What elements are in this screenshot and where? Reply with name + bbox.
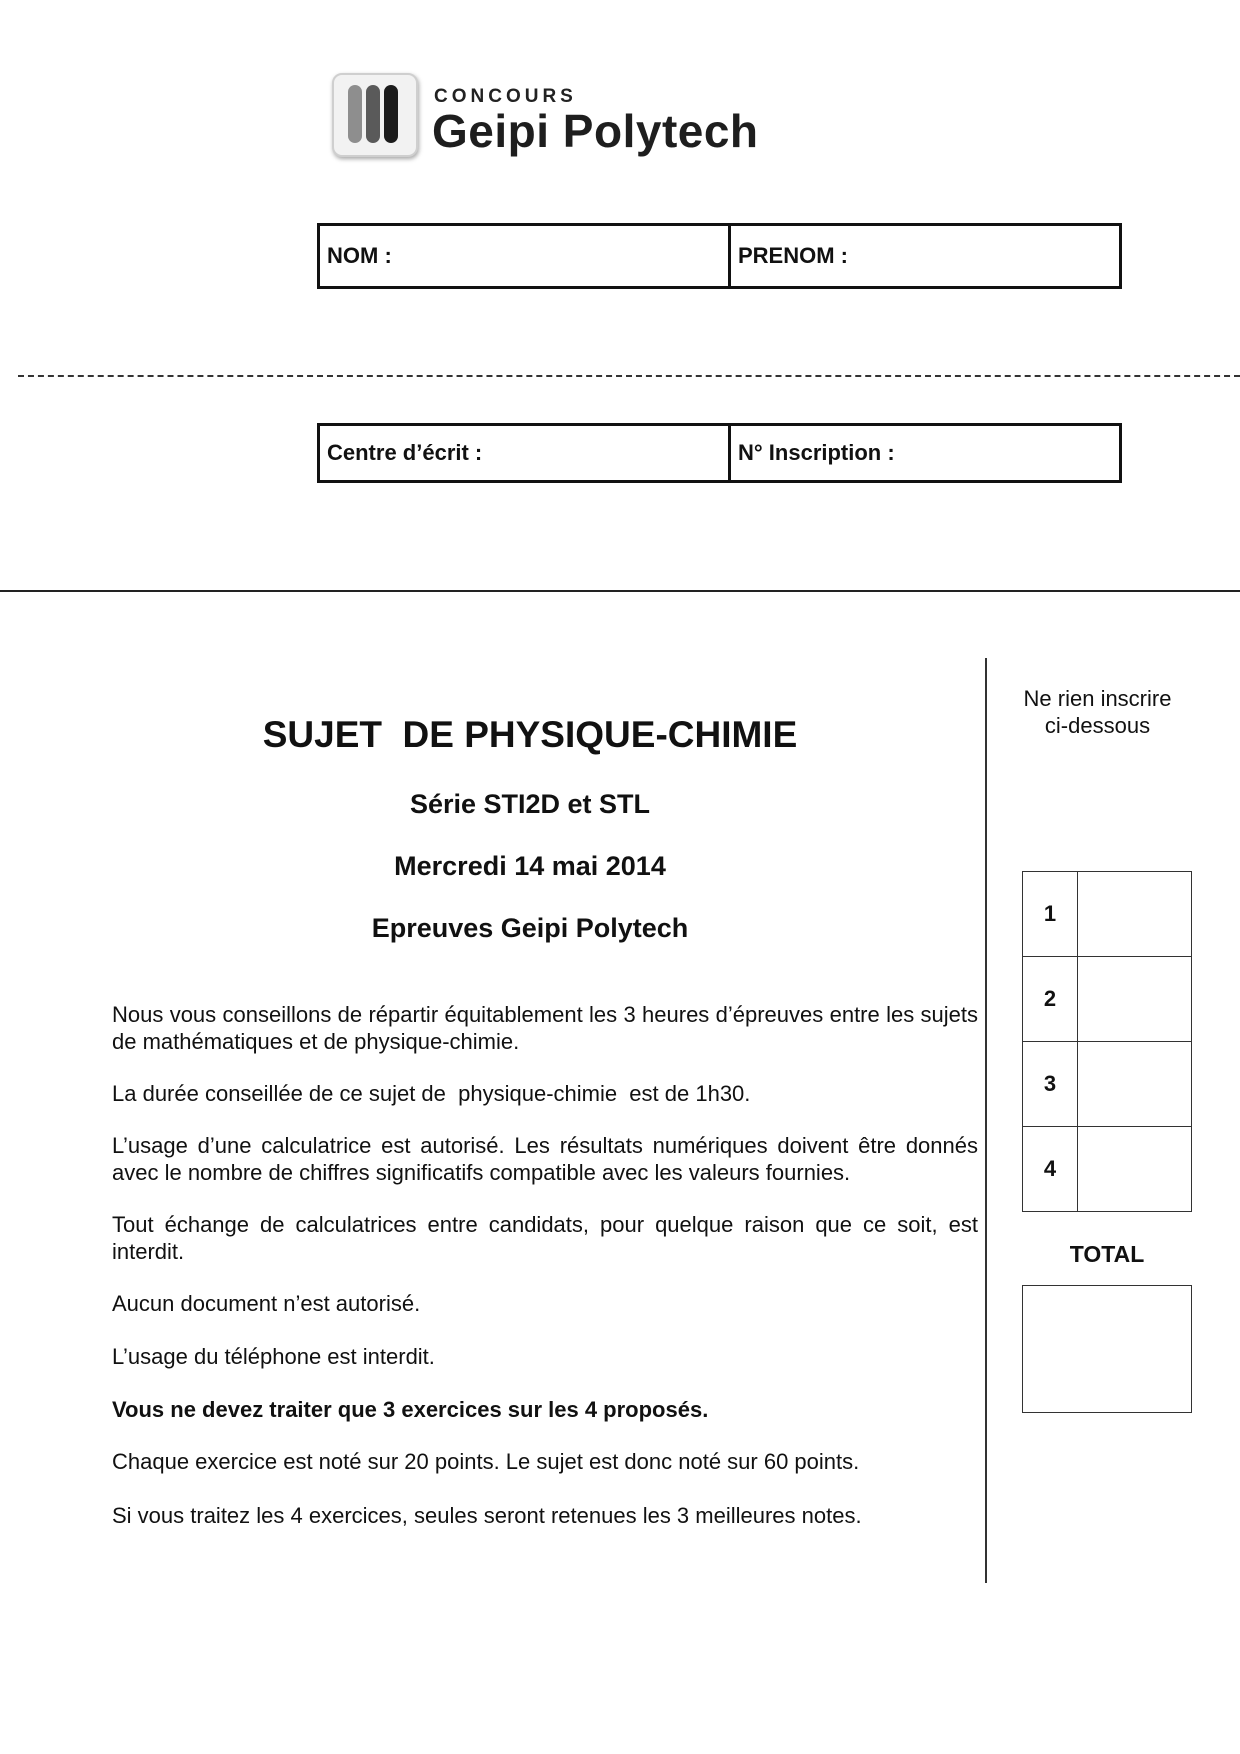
score-cell[interactable] [1078, 957, 1192, 1042]
column-divider [985, 658, 987, 1583]
logo-brand-text: Geipi Polytech [432, 105, 759, 157]
prenom-field[interactable] [731, 226, 1119, 286]
registration-form-box [317, 423, 1122, 483]
note-line-2: ci-dessous [1044, 713, 1151, 738]
instruction-duration: La durée conseillée de ce sujet de physique-chimie est de 1h30. [112, 1081, 751, 1106]
score-cell[interactable] [1078, 1127, 1192, 1212]
total-label: TOTAL [1069, 1241, 1145, 1267]
name-form-box [317, 223, 1122, 289]
exercise-number: 3 [1023, 1042, 1078, 1127]
logo-bar-light [348, 85, 362, 143]
score-row [1023, 957, 1192, 1042]
centre-label: Centre d’écrit : [327, 440, 483, 465]
centre-field[interactable] [320, 426, 731, 480]
score-row [1023, 1127, 1192, 1212]
exercise-number: 2 [1023, 957, 1078, 1042]
logo-bar-dark [384, 85, 398, 143]
instruction-time-split: Nous vous conseillons de répartir équitablement les 3 heures d’épreuves entre les sujets de mathématiques et de physique-chimie. [112, 1002, 978, 1054]
nom-label: NOM : [327, 243, 392, 268]
score-row [1023, 872, 1192, 957]
exam-date: Mercredi 14 mai 2014 [394, 851, 666, 881]
cut-line [18, 375, 1240, 377]
score-table [1022, 871, 1192, 1212]
do-not-write-note [1000, 685, 1195, 739]
score-row [1023, 1042, 1192, 1127]
logo-bar-mid [366, 85, 380, 143]
note-line-1: Ne rien inscrire [1023, 686, 1172, 711]
prenom-label: PRENOM : [738, 243, 848, 268]
nom-field[interactable] [320, 226, 731, 286]
inscription-field[interactable] [731, 426, 1119, 480]
exercise-number: 4 [1023, 1127, 1078, 1212]
instruction-exchange: Tout échange de calculatrices entre candidats, pour quelque raison que ce soit, est interdit. [112, 1212, 978, 1264]
logo-emblem [332, 73, 418, 157]
instruction-exercises: Vous ne devez traiter que 3 exercices sur les 4 proposés. [112, 1397, 709, 1422]
section-divider [0, 590, 1240, 592]
instruction-calculator: L’usage d’une calculatrice est autorisé. Les résultats numériques doivent être donnés avec le nombre de chiffres significatifs compatible avec les valeurs fournies. [112, 1133, 978, 1185]
exam-name: Epreuves Geipi Polytech [371, 913, 689, 943]
inscription-label: N° Inscription : [738, 440, 895, 465]
score-cell[interactable] [1078, 872, 1192, 957]
instruction-best-notes: Si vous traitez les 4 exercices, seules seront retenues les 3 meilleures notes. [112, 1503, 862, 1528]
instruction-phone: L’usage du téléphone est interdit. [112, 1344, 435, 1369]
page-title: SUJET DE PHYSIQUE-CHIMIE [262, 714, 798, 755]
instruction-scoring: Chaque exercice est noté sur 20 points. Le sujet est donc noté sur 60 points. [112, 1449, 860, 1474]
score-cell[interactable] [1078, 1042, 1192, 1127]
total-score-box[interactable] [1022, 1285, 1192, 1413]
serie-subtitle: Série STI2D et STL [409, 789, 651, 819]
instruction-documents: Aucun document n’est autorisé. [112, 1291, 421, 1316]
exercise-number: 1 [1023, 872, 1078, 957]
logo-concours-text: CONCOURS [434, 86, 577, 107]
